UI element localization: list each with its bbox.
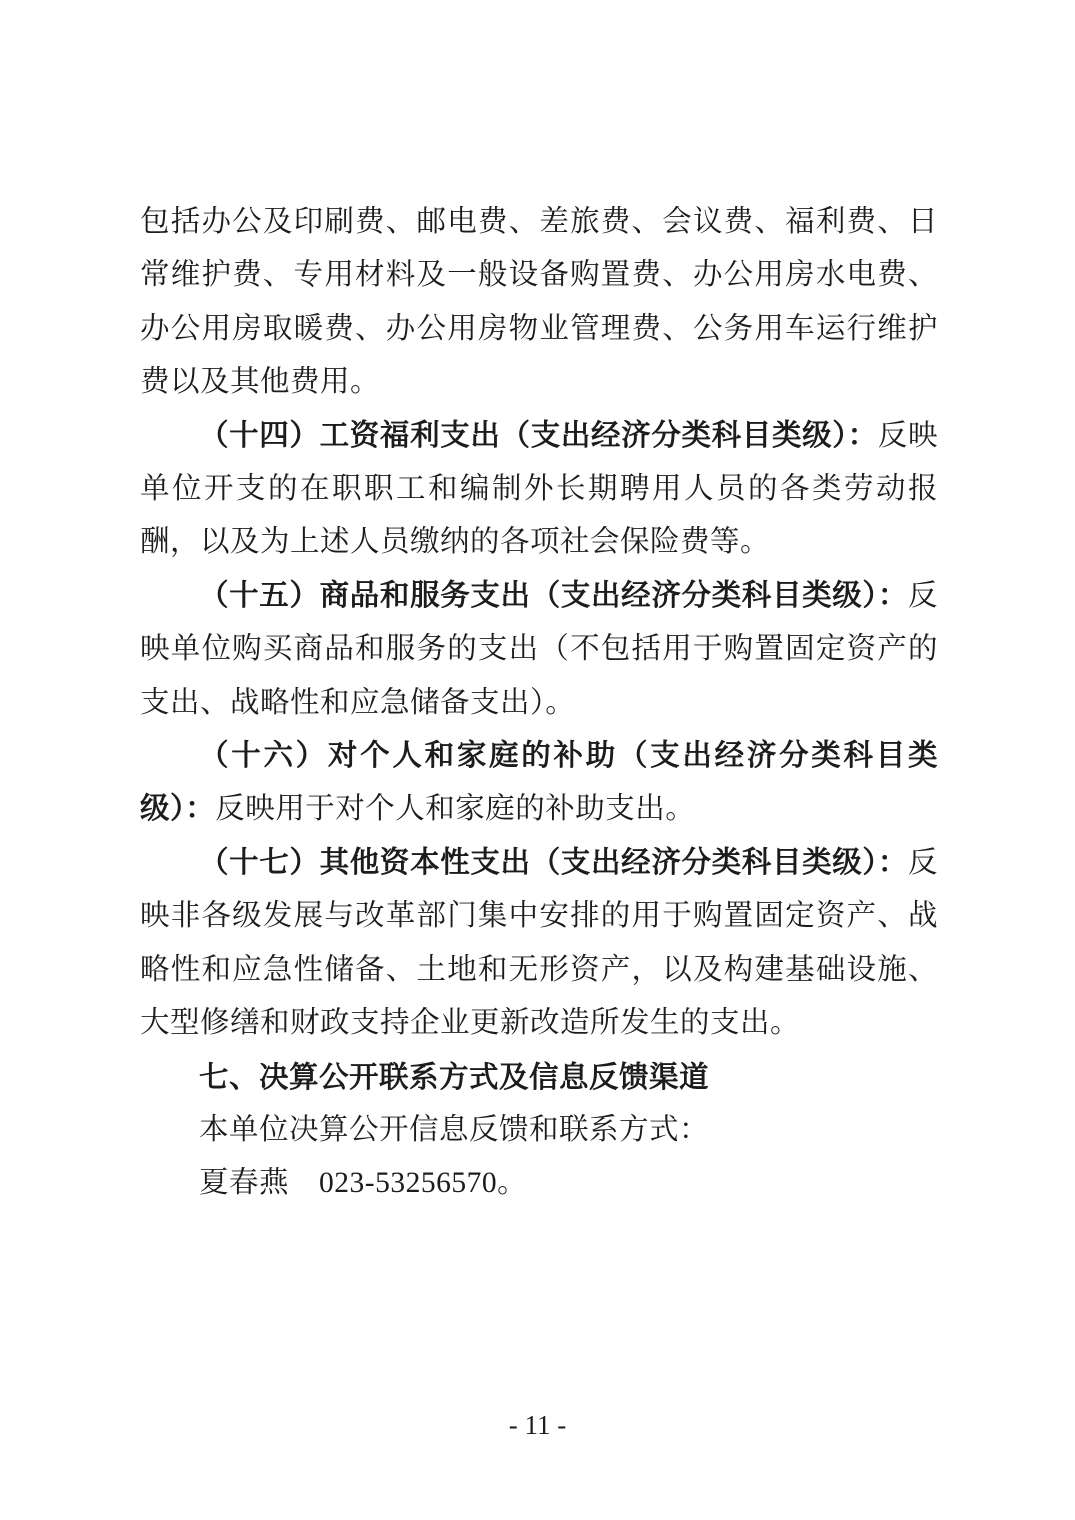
section-heading: 七、决算公开联系方式及信息反馈渠道 xyxy=(199,1060,710,1094)
contact-intro: 本单位决算公开信息反馈和联系方式： xyxy=(199,1113,710,1146)
paragraph-lead: （十四）工资福利支出（支出经济分类科目类级）： xyxy=(199,419,878,452)
paragraph-text: 反映单位开支的在职职工和编制外长期聘用人员的各类劳动报酬，以及为上述人员缴纳的各项社会保险费等。 xyxy=(140,419,938,559)
paragraph-lead: （十五）商品和服务支出（支出经济分类科目类级）： xyxy=(199,579,908,612)
paragraph xyxy=(140,410,938,570)
paragraph-lead: （十七）其他资本性支出（支出经济分类科目类级）： xyxy=(199,846,908,879)
page-number: - 11 - xyxy=(508,1410,567,1440)
paragraph-lead: （十六）对个人和家庭的补助（支出经济分类科目类级）： xyxy=(140,740,938,826)
paragraph xyxy=(140,730,938,837)
contact-person-phone: 夏春燕 023-53256570。 xyxy=(199,1167,528,1200)
paragraph-text: 反映单位购买商品和服务的支出（不包括用于购置固定资产的支出、战略性和应急储备支出）。 xyxy=(140,579,938,719)
paragraph-text: 反映非各级发展与改革部门集中安排的用于购置固定资产、战略性和应急性储备、土地和无形资产，以及构建基础设施、大型修缮和财政支持企业更新改造所发生的支出。 xyxy=(140,846,938,1040)
paragraph xyxy=(140,196,938,410)
paragraph-text: 反映用于对个人和家庭的补助支出。 xyxy=(215,793,696,826)
paragraph-text: 包括办公及印刷费、邮电费、差旅费、会议费、福利费、日常维护费、专用材料及一般设备购置费、办公用房水电费、办公用房取暖费、办公用房物业管理费、公务用车运行维护费以及其他费用。 xyxy=(140,206,938,399)
document-body xyxy=(140,196,938,1211)
paragraph xyxy=(140,837,938,1051)
paragraph xyxy=(140,570,938,730)
